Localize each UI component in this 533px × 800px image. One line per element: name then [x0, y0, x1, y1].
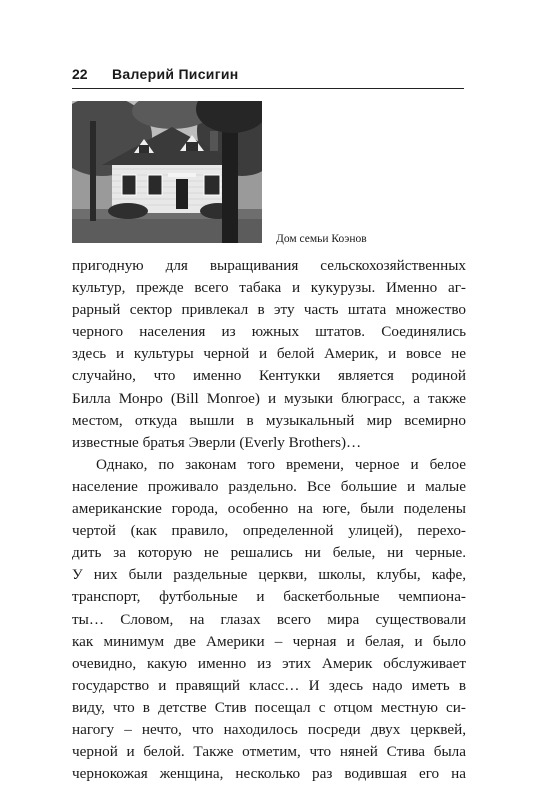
- text-line: черного населения из южных штатов. Соединялись: [72, 323, 466, 341]
- text-line: очевидно, какую именно из этих Америк обслуживает: [72, 654, 466, 672]
- text-line: государство и правящий класс… И здесь надо иметь в: [72, 676, 466, 694]
- text-line: чертой (как правило, определенной улицей), перехо-: [72, 522, 466, 540]
- text-line: рарный сектор привлекал в эту часть штата множество: [72, 301, 466, 319]
- photo-caption: Дом семьи Коэнов: [276, 233, 367, 245]
- text-line: У них были раздельные церкви, школы, клубы, кафе,: [72, 566, 466, 584]
- text-line: местом, откуда вышли в музыкальный мир всемирно: [72, 411, 466, 429]
- running-head-author: Валерий Писигин: [112, 66, 239, 82]
- text-line: Билла Монро (Bill Monroe) и музыки блюграсс, а также: [72, 389, 466, 407]
- text-line: ты… Словом, на глазах всего мира существовали: [72, 610, 466, 628]
- house-photo: [72, 101, 262, 243]
- text-line: пригодную для выращивания сельскохозяйственных: [72, 257, 466, 274]
- text-line: чернокожая женщина, несколько раз водившая его на: [72, 765, 466, 783]
- text-line: виду, что в детстве Стив посещал с отцом местную си-: [72, 698, 466, 716]
- page-header: [72, 62, 464, 89]
- text-line: нагогу – нечто, что находилось посреди двух церквей,: [72, 720, 466, 738]
- body-text: [72, 255, 466, 785]
- page-number: 22: [72, 66, 88, 82]
- text-line: случайно, что именно Кентукки является родиной: [72, 367, 466, 385]
- text-line: население проживало раздельно. Все большие и малые: [72, 477, 466, 495]
- text-line: американские города, особенно на юге, были поделены: [72, 500, 466, 518]
- text-line: дить за которую не решались ни белые, ни черные.: [72, 544, 466, 562]
- text-line: транспорт, футбольные и баскетбольные чемпиона-: [72, 588, 466, 606]
- text-line: известные братья Эверли (Everly Brothers)…: [72, 433, 362, 451]
- text-line: черной и белой. Также отметим, что няней Стива была: [72, 743, 466, 761]
- text-line: здесь и культуры черной и белой Америк, и вовсе не: [72, 345, 466, 363]
- text-line: культур, прежде всего табака и кукурузы. Именно аг-: [72, 279, 466, 297]
- text-line: Однако, по законам того времени, черное и белое: [96, 455, 466, 473]
- text-line: как минимум две Америки – черная и белая, и было: [72, 632, 466, 650]
